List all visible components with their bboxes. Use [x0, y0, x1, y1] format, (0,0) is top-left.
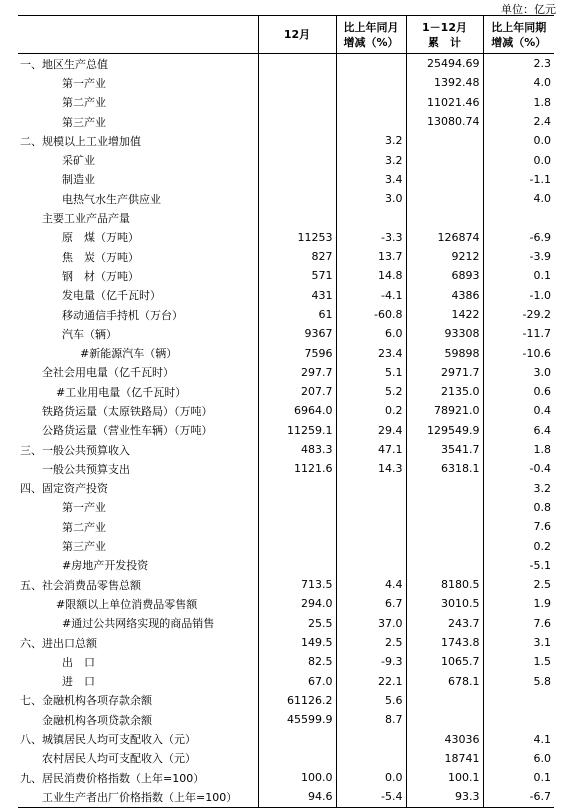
value-december [258, 498, 336, 517]
table-row [18, 594, 554, 613]
value-month-yoy [336, 54, 406, 74]
header-cumulative: 1－12月 累 计 [406, 16, 483, 54]
value-cumulative: 678.1 [406, 672, 483, 691]
value-month-yoy: -5.4 [336, 787, 406, 807]
value-cumulative-yoy: -29.2 [483, 305, 554, 324]
header-cumulative-yoy: 比上年同期 增减（%） [483, 16, 554, 54]
value-month-yoy: 29.4 [336, 421, 406, 440]
row-label: 采矿业 [62, 154, 95, 168]
table-row [18, 421, 554, 440]
row-label: 九、居民消费价格指数（上年=100） [20, 771, 205, 785]
value-month-yoy: 13.7 [336, 247, 406, 266]
value-month-yoy: 8.7 [336, 710, 406, 729]
table-row [18, 363, 554, 382]
row-label: 主要工业产品产量 [42, 212, 130, 226]
table-row [18, 131, 554, 150]
value-december: 1121.6 [258, 459, 336, 478]
value-december: 713.5 [258, 575, 336, 594]
value-cumulative [406, 131, 483, 150]
value-month-yoy: 5.1 [336, 363, 406, 382]
value-cumulative-yoy: 1.9 [483, 594, 554, 613]
value-month-yoy: 37.0 [336, 614, 406, 633]
value-december [258, 536, 336, 555]
table-row [18, 575, 554, 594]
value-cumulative [406, 517, 483, 536]
row-label: #工业用电量（亿千瓦时） [56, 385, 187, 399]
value-cumulative-yoy: 0.1 [483, 266, 554, 285]
row-label: 原 煤（万吨） [62, 231, 139, 245]
value-month-yoy: -60.8 [336, 305, 406, 324]
value-cumulative-yoy: -6.7 [483, 787, 554, 807]
row-label: #通过公共网络实现的商品销售 [62, 617, 215, 631]
table-row [18, 749, 554, 768]
row-label: 焦 炭（万吨） [62, 250, 139, 264]
value-month-yoy: 22.1 [336, 672, 406, 691]
table-row [18, 343, 554, 362]
row-label: 第二产业 [62, 520, 106, 534]
value-cumulative [406, 170, 483, 189]
value-cumulative-yoy: 1.8 [483, 440, 554, 459]
value-cumulative-yoy: 7.6 [483, 614, 554, 633]
value-cumulative: 59898 [406, 343, 483, 362]
row-label: 第一产业 [62, 501, 106, 515]
value-december [258, 73, 336, 92]
table-row [18, 729, 554, 748]
value-cumulative-yoy: 5.8 [483, 672, 554, 691]
value-december [258, 556, 336, 575]
value-month-yoy [336, 536, 406, 555]
value-december: 431 [258, 286, 336, 305]
value-cumulative: 6318.1 [406, 459, 483, 478]
value-december: 45599.9 [258, 710, 336, 729]
value-month-yoy: 3.2 [336, 150, 406, 169]
value-cumulative-yoy: 2.5 [483, 575, 554, 594]
row-label: 出 口 [62, 655, 95, 669]
value-cumulative: 93308 [406, 324, 483, 343]
value-month-yoy: 5.6 [336, 691, 406, 710]
header-indicator [18, 16, 258, 54]
table-row [18, 672, 554, 691]
value-cumulative-yoy: -1.0 [483, 286, 554, 305]
value-month-yoy [336, 517, 406, 536]
table-row [18, 208, 554, 227]
row-label: 六、进出口总额 [20, 636, 97, 650]
row-label: 公路货运量（营业性车辆）（万吨） [42, 424, 213, 438]
table-header-row [18, 16, 554, 54]
value-cumulative: 18741 [406, 749, 483, 768]
table-row [18, 691, 554, 710]
value-cumulative: 1065.7 [406, 652, 483, 671]
row-label: #房地产开发投资 [62, 559, 149, 573]
value-month-yoy: 14.8 [336, 266, 406, 285]
value-cumulative: 100.1 [406, 768, 483, 787]
value-december: 61 [258, 305, 336, 324]
value-cumulative: 25494.69 [406, 54, 483, 74]
value-month-yoy: 6.7 [336, 594, 406, 613]
value-december: 483.3 [258, 440, 336, 459]
value-december: 67.0 [258, 672, 336, 691]
value-month-yoy: 4.4 [336, 575, 406, 594]
value-month-yoy: -3.3 [336, 228, 406, 247]
value-december [258, 208, 336, 227]
value-cumulative [406, 150, 483, 169]
table-row [18, 93, 554, 112]
table-row [18, 189, 554, 208]
value-december [258, 479, 336, 498]
value-cumulative-yoy: -10.6 [483, 343, 554, 362]
value-month-yoy [336, 749, 406, 768]
value-cumulative-yoy: 2.3 [483, 54, 554, 74]
value-cumulative-yoy: 0.6 [483, 382, 554, 401]
value-month-yoy: 23.4 [336, 343, 406, 362]
value-cumulative-yoy: 0.0 [483, 131, 554, 150]
value-cumulative: 78921.0 [406, 401, 483, 420]
value-cumulative-yoy: 0.0 [483, 150, 554, 169]
value-december [258, 131, 336, 150]
value-december: 827 [258, 247, 336, 266]
statistics-table [18, 15, 554, 808]
row-label: 七、金融机构各项存款余额 [20, 694, 152, 708]
value-cumulative [406, 710, 483, 729]
value-month-yoy [336, 498, 406, 517]
value-december: 61126.2 [258, 691, 336, 710]
value-december: 6964.0 [258, 401, 336, 420]
value-cumulative: 8180.5 [406, 575, 483, 594]
value-month-yoy: 6.0 [336, 324, 406, 343]
value-cumulative: 11021.46 [406, 93, 483, 112]
value-cumulative-yoy: 3.0 [483, 363, 554, 382]
value-cumulative-yoy [483, 691, 554, 710]
value-december [258, 150, 336, 169]
value-cumulative: 6893 [406, 266, 483, 285]
value-month-yoy: 3.0 [336, 189, 406, 208]
value-december: 571 [258, 266, 336, 285]
value-cumulative: 1743.8 [406, 633, 483, 652]
row-label: 发电量（亿千瓦时） [62, 289, 161, 303]
table-row [18, 401, 554, 420]
row-label: 一般公共预算支出 [42, 462, 130, 476]
value-cumulative: 13080.74 [406, 112, 483, 131]
value-cumulative-yoy: 4.0 [483, 73, 554, 92]
row-label: 第三产业 [62, 115, 106, 129]
table-row [18, 787, 554, 807]
value-cumulative-yoy: 0.1 [483, 768, 554, 787]
row-label: 汽车（辆） [62, 327, 117, 341]
header-december: 12月 [258, 16, 336, 54]
value-month-yoy [336, 556, 406, 575]
table-row [18, 556, 554, 575]
value-cumulative-yoy: 3.1 [483, 633, 554, 652]
row-label: 二、规模以上工业增加值 [20, 134, 141, 148]
row-label: #新能源汽车（辆） [80, 347, 178, 361]
table-row [18, 614, 554, 633]
row-label: 铁路货运量（太原铁路局）（万吨） [42, 404, 213, 418]
value-december: 11259.1 [258, 421, 336, 440]
table-row [18, 247, 554, 266]
table-row [18, 170, 554, 189]
value-month-yoy [336, 479, 406, 498]
row-label: 金融机构各项贷款余额 [42, 713, 152, 727]
value-cumulative [406, 498, 483, 517]
table-row [18, 324, 554, 343]
value-cumulative-yoy: 7.6 [483, 517, 554, 536]
value-month-yoy: 0.0 [336, 768, 406, 787]
table-row [18, 266, 554, 285]
row-label: 五、社会消费品零售总额 [20, 578, 141, 592]
value-month-yoy [336, 112, 406, 131]
value-december [258, 189, 336, 208]
value-cumulative: 43036 [406, 729, 483, 748]
table-row [18, 286, 554, 305]
value-cumulative-yoy: 4.1 [483, 729, 554, 748]
value-december: 82.5 [258, 652, 336, 671]
row-label: 四、固定资产投资 [20, 482, 108, 496]
value-month-yoy: 0.2 [336, 401, 406, 420]
value-cumulative: 243.7 [406, 614, 483, 633]
value-december: 149.5 [258, 633, 336, 652]
value-month-yoy: 3.4 [336, 170, 406, 189]
value-cumulative: 2135.0 [406, 382, 483, 401]
row-label: 制造业 [62, 173, 95, 187]
value-cumulative: 126874 [406, 228, 483, 247]
value-month-yoy: 5.2 [336, 382, 406, 401]
value-cumulative: 2971.7 [406, 363, 483, 382]
value-december: 94.6 [258, 787, 336, 807]
row-label: 全社会用电量（亿千瓦时） [42, 366, 174, 380]
table-row [18, 305, 554, 324]
value-cumulative [406, 691, 483, 710]
table-row [18, 479, 554, 498]
value-cumulative: 3010.5 [406, 594, 483, 613]
value-month-yoy: 47.1 [336, 440, 406, 459]
value-december [258, 170, 336, 189]
value-cumulative-yoy: -11.7 [483, 324, 554, 343]
value-cumulative-yoy [483, 710, 554, 729]
table-row [18, 517, 554, 536]
row-label: 钢 材（万吨） [62, 269, 139, 283]
value-cumulative-yoy: -3.9 [483, 247, 554, 266]
value-cumulative-yoy: 6.0 [483, 749, 554, 768]
value-month-yoy [336, 93, 406, 112]
value-month-yoy: -4.1 [336, 286, 406, 305]
value-december: 25.5 [258, 614, 336, 633]
value-cumulative-yoy: 0.8 [483, 498, 554, 517]
row-label: 三、一般公共预算收入 [20, 443, 130, 457]
table-row [18, 459, 554, 478]
value-cumulative-yoy: 4.0 [483, 189, 554, 208]
value-december: 9367 [258, 324, 336, 343]
table-row [18, 633, 554, 652]
table-row [18, 228, 554, 247]
table-row [18, 498, 554, 517]
value-cumulative-yoy: 6.4 [483, 421, 554, 440]
row-label: 进 口 [62, 675, 95, 689]
value-cumulative-yoy: 1.5 [483, 652, 554, 671]
row-label: 一、地区生产总值 [20, 57, 108, 71]
value-month-yoy: 2.5 [336, 633, 406, 652]
table-row [18, 382, 554, 401]
value-cumulative-yoy: 3.2 [483, 479, 554, 498]
value-cumulative [406, 536, 483, 555]
header-month-yoy: 比上年同月 增减（%） [336, 16, 406, 54]
row-label: #限额以上单位消费品零售额 [56, 597, 198, 611]
value-month-yoy: 14.3 [336, 459, 406, 478]
table-row [18, 54, 554, 74]
value-december: 7596 [258, 343, 336, 362]
value-cumulative: 129549.9 [406, 421, 483, 440]
row-label: 第二产业 [62, 96, 106, 110]
value-cumulative-yoy: 1.8 [483, 93, 554, 112]
row-label: 第三产业 [62, 540, 106, 554]
value-cumulative [406, 189, 483, 208]
value-month-yoy: 3.2 [336, 131, 406, 150]
row-label: 移动通信手持机（万台） [62, 308, 183, 322]
row-label: 电热气水生产供应业 [62, 192, 161, 206]
value-cumulative-yoy: 0.4 [483, 401, 554, 420]
table-row [18, 652, 554, 671]
value-cumulative [406, 208, 483, 227]
table-row [18, 440, 554, 459]
value-month-yoy: -9.3 [336, 652, 406, 671]
value-cumulative [406, 556, 483, 575]
value-december: 297.7 [258, 363, 336, 382]
value-december [258, 729, 336, 748]
table-row [18, 112, 554, 131]
value-cumulative: 9212 [406, 247, 483, 266]
value-month-yoy [336, 208, 406, 227]
value-december [258, 112, 336, 131]
value-cumulative-yoy: -6.9 [483, 228, 554, 247]
value-month-yoy [336, 729, 406, 748]
row-label: 八、城镇居民人均可支配收入（元） [20, 733, 196, 747]
value-december [258, 749, 336, 768]
table-row [18, 150, 554, 169]
value-cumulative-yoy: 2.4 [483, 112, 554, 131]
value-cumulative-yoy: -1.1 [483, 170, 554, 189]
value-cumulative-yoy [483, 208, 554, 227]
value-december [258, 517, 336, 536]
value-december [258, 93, 336, 112]
value-december: 11253 [258, 228, 336, 247]
value-cumulative: 3541.7 [406, 440, 483, 459]
value-cumulative: 1422 [406, 305, 483, 324]
value-december: 294.0 [258, 594, 336, 613]
table-row [18, 73, 554, 92]
row-label: 第一产业 [62, 76, 106, 90]
value-cumulative: 4386 [406, 286, 483, 305]
value-cumulative-yoy: -5.1 [483, 556, 554, 575]
row-label: 农村居民人均可支配收入（元） [42, 752, 196, 766]
value-cumulative-yoy: 0.2 [483, 536, 554, 555]
unit-label: 单位：亿元 [501, 3, 556, 16]
table-row [18, 536, 554, 555]
value-cumulative: 93.3 [406, 787, 483, 807]
table-row [18, 710, 554, 729]
value-cumulative: 1392.48 [406, 73, 483, 92]
value-december: 100.0 [258, 768, 336, 787]
value-cumulative-yoy: -0.4 [483, 459, 554, 478]
row-label: 工业生产者出厂价格指数（上年=100） [18, 787, 258, 807]
value-cumulative [406, 479, 483, 498]
value-december: 207.7 [258, 382, 336, 401]
value-december [258, 54, 336, 74]
value-month-yoy [336, 73, 406, 92]
